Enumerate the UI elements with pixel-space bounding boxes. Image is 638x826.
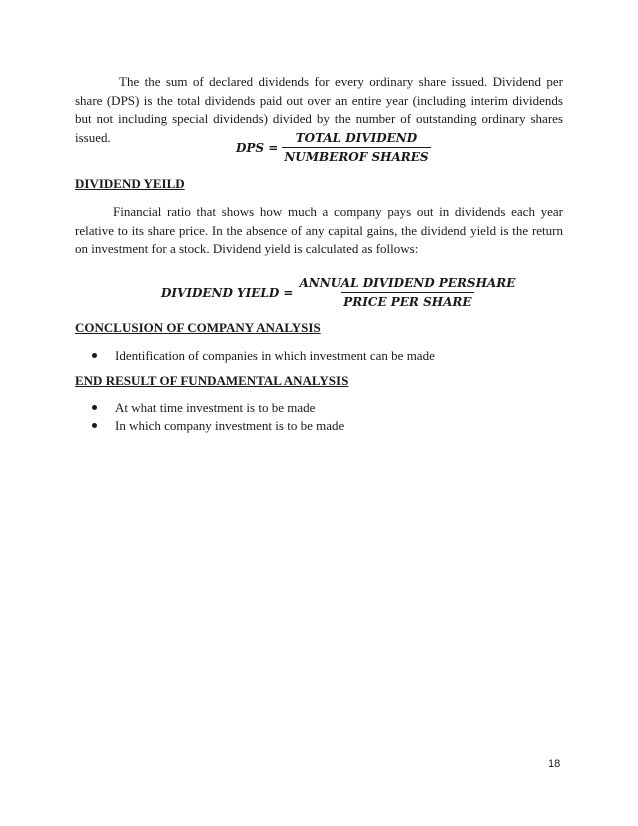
dividend-yield-formula-numerator: ANNUAL DIVIDEND PERSHARE	[299, 276, 516, 290]
list-item	[92, 347, 435, 365]
page-number: 18	[548, 758, 561, 770]
list-item	[92, 399, 344, 417]
list-item-text: In which company investment is to be made	[115, 418, 345, 433]
dps-formula-numerator: TOTAL DIVIDEND	[295, 131, 418, 145]
dps-definition-paragraph: The the sum of declared dividends for every ordinary share issued. Dividend per share (DPS) is the total dividends paid out over an entire year (including interim dividends but not including special dividends) divided by the number of outstanding ordinary shares issued.	[75, 74, 563, 145]
dps-formula-fraction	[282, 131, 430, 164]
dps-formula-denominator: NUMBEROF SHARES	[282, 147, 430, 164]
dividend-yield-formula-denominator: PRICE PER SHARE	[341, 292, 473, 309]
conclusion-heading: CONCLUSION OF COMPANY ANALYSIS	[75, 320, 321, 335]
bullet-icon	[92, 423, 97, 428]
list-item-text: Identification of companies in which investment can be made	[115, 348, 435, 363]
dividend-yield-formula	[161, 276, 517, 309]
dps-formula-lhs: DPS =	[236, 140, 279, 155]
bullet-icon	[92, 353, 97, 358]
dps-formula	[236, 131, 431, 164]
dividend-yield-formula-lhs: DIVIDEND YIELD =	[161, 285, 294, 300]
end-result-list	[92, 399, 344, 435]
dividend-yield-heading: DIVIDEND YEILD	[75, 176, 185, 191]
end-result-heading: END RESULT OF FUNDAMENTAL ANALYSIS	[75, 373, 349, 388]
conclusion-list	[92, 347, 435, 365]
dividend-yield-formula-fraction	[297, 276, 517, 309]
list-item-text: At what time investment is to be made	[115, 400, 316, 415]
dividend-yield-paragraph: Financial ratio that shows how much a company pays out in dividends each year relative to its share price. In the absence of any capital gains, the dividend yield is the return on investment for a stock. Dividend yield is calculated as follows:	[75, 204, 563, 256]
list-item	[92, 417, 344, 435]
bullet-icon	[92, 405, 97, 410]
